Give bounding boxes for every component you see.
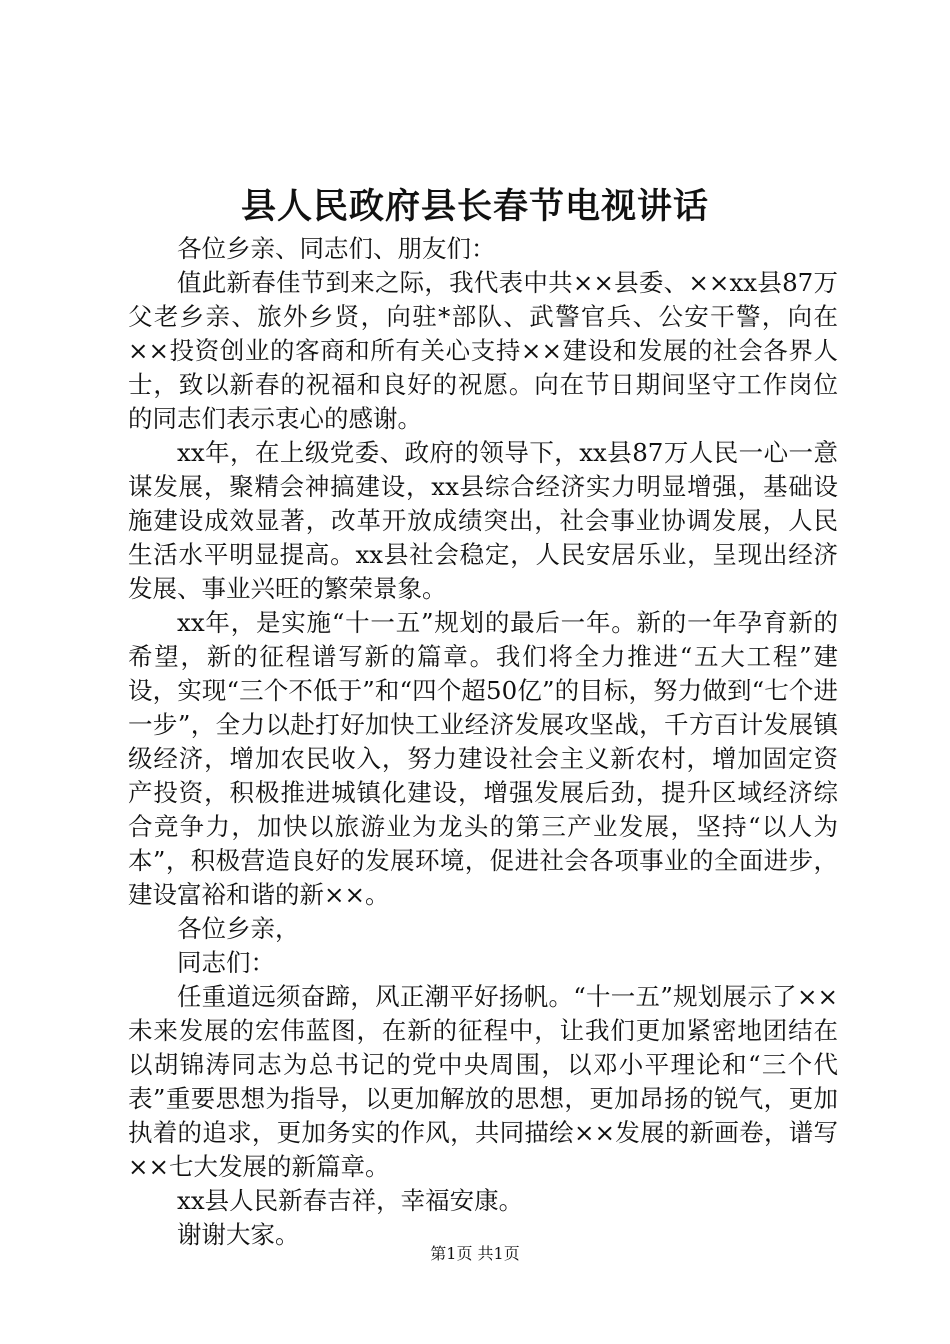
closing-line: xx县人民新春吉祥，幸福安康。: [177, 1186, 524, 1215]
body-paragraph: xx年，在上级党委、政府的领导下，xx县87万人民一心一意谋发展，聚精会神搞建设，xx县综合经济实力明显增强，基础设施建设成效显著，改革开放成绩突出，社会事业协调发展，人民生活水平明显提高。xx县社会稳定，人民安居乐业，呈现出经济发展、事业兴旺的繁荣景象。: [128, 438, 838, 603]
salutation-line: 各位乡亲，: [177, 914, 300, 943]
body-paragraph: 任重道远须奋蹄，风正潮平好扬帆。“十一五”规划展示了××未来发展的宏伟蓝图，在新的征程中，让我们更加紧密地团结在以胡锦涛同志为总书记的党中央周围，以邓小平理论和“三个代表”重要思想为指导，以更加解放的思想，更加昂扬的锐气，更加执着的追求，更加务实的作风，共同描绘××发展的新画卷，谱写××七大发展的新篇章。: [128, 982, 838, 1181]
closing-line: 谢谢大家。: [177, 1220, 300, 1249]
document-body: [128, 232, 838, 1252]
page-number-footer: 第1页 共1页: [430, 1244, 520, 1263]
body-paragraph: xx年，是实施“十一五”规划的最后一年。新的一年孕育新的希望，新的征程谱写新的篇章。我们将全力推进“五大工程”建设，实现“三个不低于”和“四个超50亿”的目标，努力做到“七个进一步”，全力以赴打好加快工业经济发展攻坚战，千方百计发展镇级经济，增加农民收入，努力建设社会主义新农村，增加固定资产投资，积极推进城镇化建设，增强发展后劲，提升区域经济综合竞争力，加快以旅游业为龙头的第三产业发展，坚持“以人为本”，积极营造良好的发展环境，促进社会各项事业的全面进步，建设富裕和谐的新××。: [128, 608, 838, 909]
body-paragraph: 值此新春佳节到来之际，我代表中共××县委、××xx县87万父老乡亲、旅外乡贤，向驻*部队、武警官兵、公安干警，向在××投资创业的客商和所有关心支持××建设和发展的社会各界人士，致以新春的祝福和良好的祝愿。向在节日期间坚守工作岗位的同志们表示衷心的感谢。: [128, 268, 838, 433]
salutation-paragraph: 各位乡亲、同志们、朋友们：: [177, 234, 496, 263]
document-title: 县人民政府县长春节电视讲话: [240, 186, 709, 227]
salutation-line: 同志们：: [177, 948, 275, 977]
